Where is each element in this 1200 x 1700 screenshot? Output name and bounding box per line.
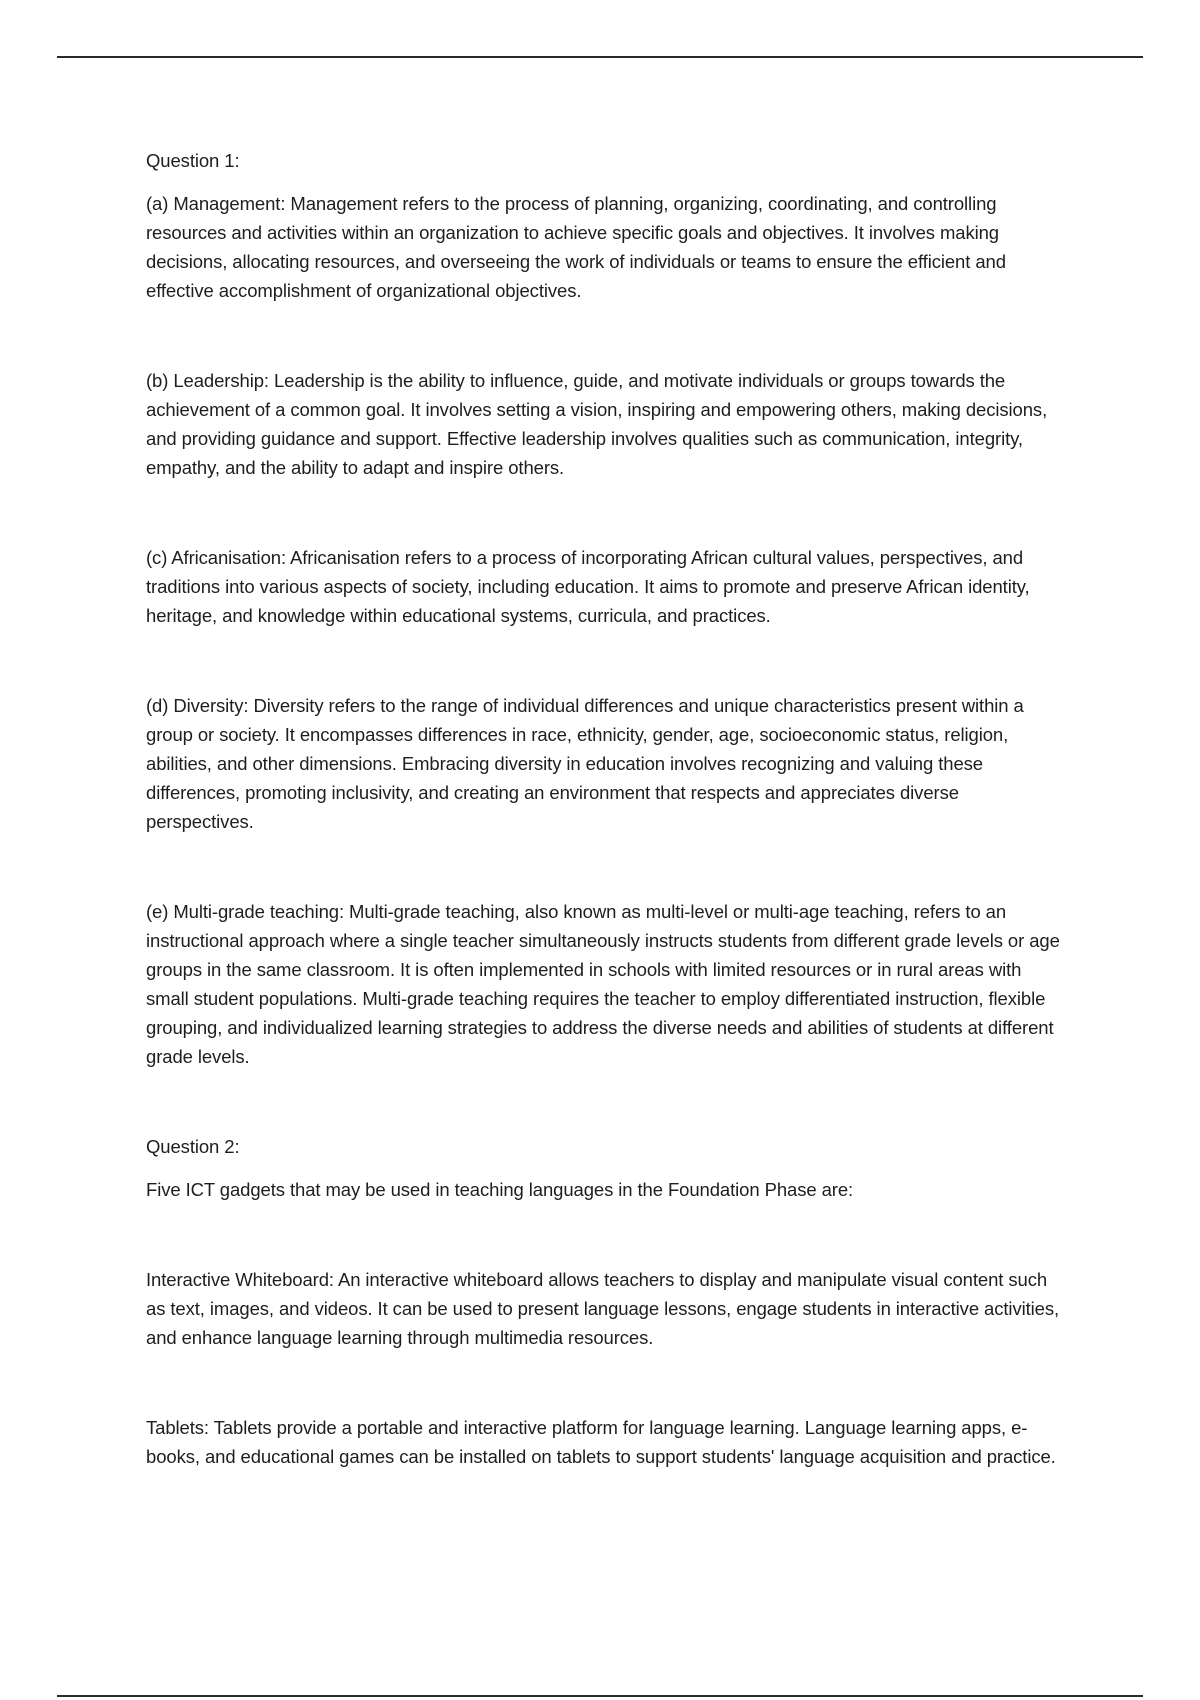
header-rule [57,56,1143,58]
definition-africanisation: (c) Africanisation: Africanisation refers to a process of incorporating African cultural values, perspectives, and traditions into various aspects of society, including education. It aims to promote and preserve African identity, heritage, and knowledge within educational systems, curricula, and practices. [146,547,1030,626]
footer-rule [57,1695,1143,1697]
question-2-heading: Question 2: [146,1136,240,1157]
question-2-intro: Five ICT gadgets that may be used in teaching languages in the Foundation Phase are: [146,1179,854,1200]
definition-leadership: (b) Leadership: Leadership is the ability to influence, guide, and motivate individuals or groups towards the achievement of a common goal. It involves setting a vision, inspiring and empowering others, making decisions, and providing guidance and support. Effective leadership involves qualities such as communication, integrity, empathy, and the ability to adapt and inspire others. [146,370,1048,478]
gadget-tablets: Tablets: Tablets provide a portable and interactive platform for language learning. Language learning apps, e-books, and educational games can be installed on tablets to support students' language acquisition and practice. [146,1417,1056,1467]
definition-diversity: (d) Diversity: Diversity refers to the range of individual differences and unique characteristics present within a group or society. It encompasses differences in race, ethnicity, gender, age, socioeconomic status, religion, abilities, and other dimensions. Embracing diversity in education involves recognizing and valuing these differences, promoting inclusivity, and creating an environment that respects and appreciates diverse perspectives. [146,695,1024,832]
document-body [146,146,1066,1471]
definition-management: (a) Management: Management refers to the process of planning, organizing, coordinating, and controlling resources and activities within an organization to achieve specific goals and objectives. It involves making decisions, allocating resources, and overseeing the work of individuals or teams to ensure the efficient and effective accomplishment of organizational objectives. [146,193,1006,301]
question-1-heading: Question 1: [146,150,240,171]
gadget-interactive-whiteboard: Interactive Whiteboard: An interactive whiteboard allows teachers to display and manipulate visual content such as text, images, and videos. It can be used to present language lessons, engage students in interactive activities, and enhance language learning through multimedia resources. [146,1269,1060,1348]
definition-multi-grade-teaching: (e) Multi-grade teaching: Multi-grade teaching, also known as multi-level or multi-age teaching, refers to an instructional approach where a single teacher simultaneously instructs students from different grade levels or age groups in the same classroom. It is often implemented in schools with limited resources or in rural areas with small student populations. Multi-grade teaching requires the teacher to employ differentiated instruction, flexible grouping, and individualized learning strategies to address the diverse needs and abilities of students at different grade levels. [146,901,1060,1067]
